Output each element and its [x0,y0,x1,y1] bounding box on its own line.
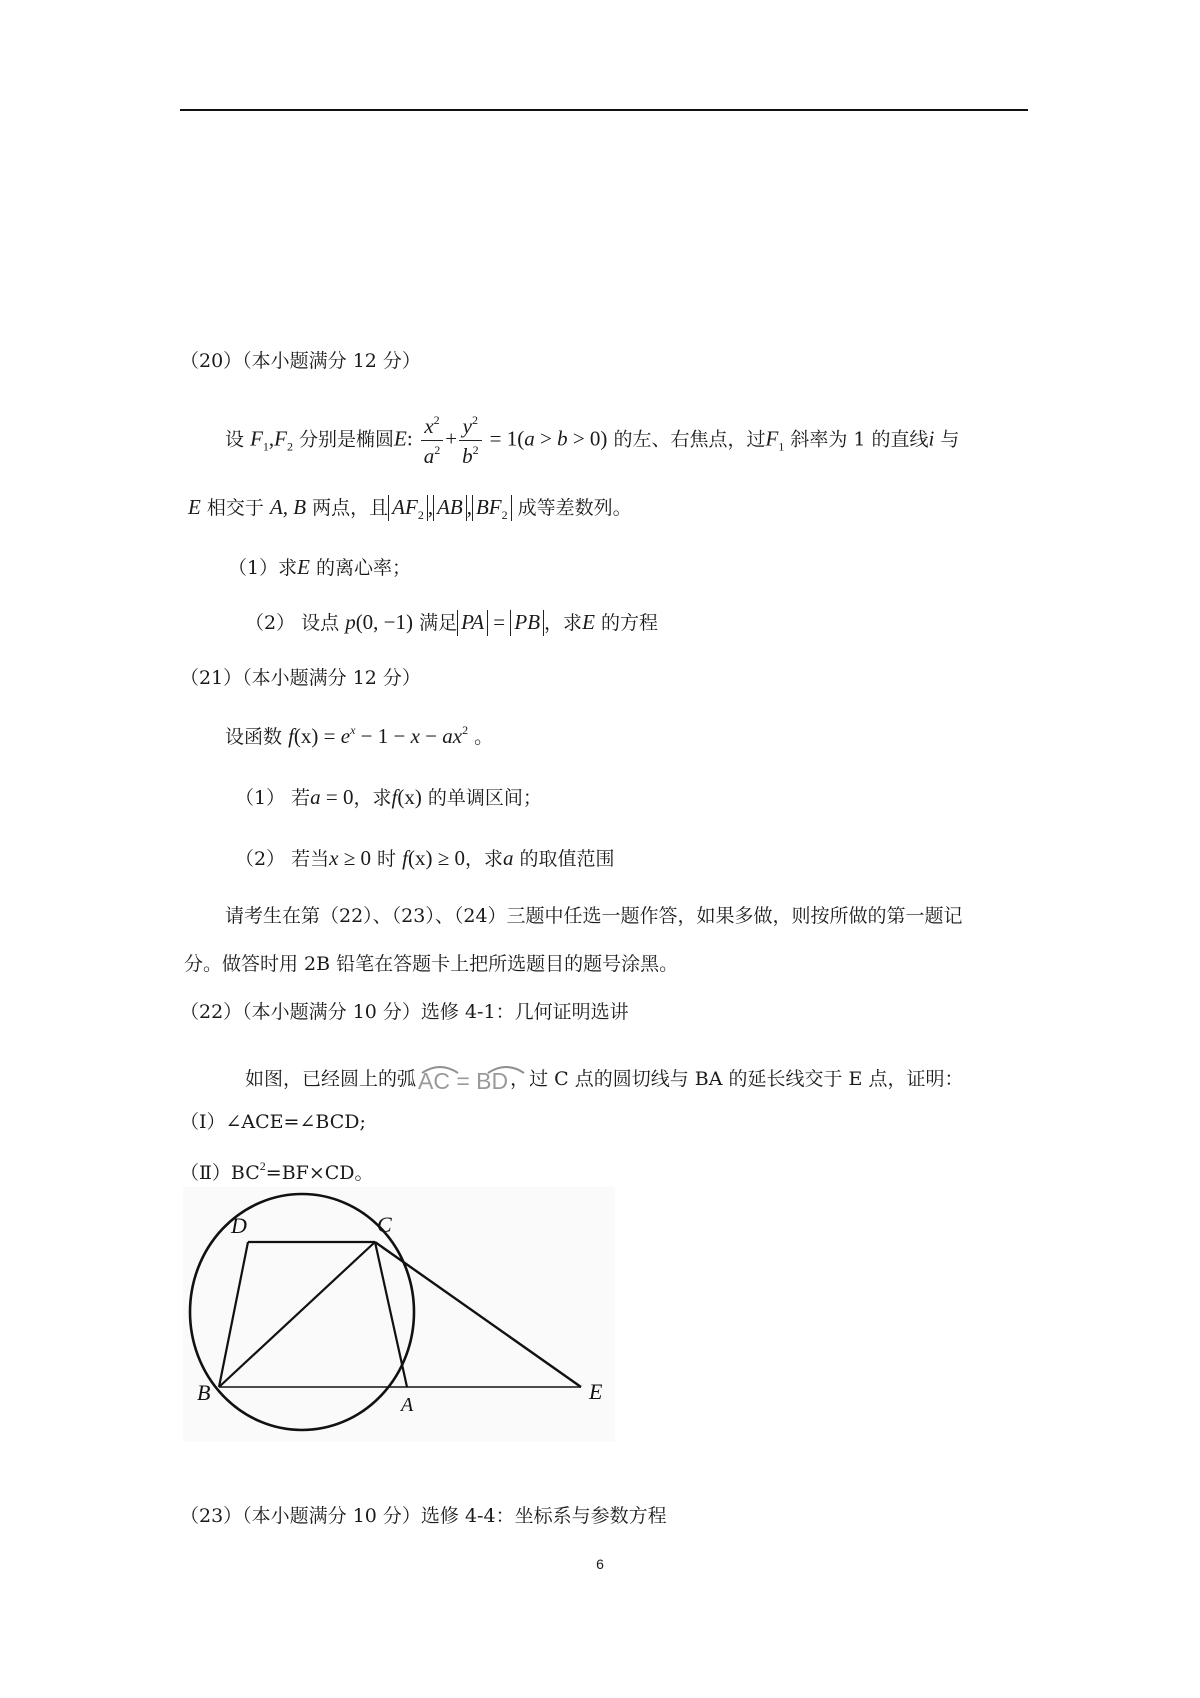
q21-stem: 设函数 $f(x) = e^x - 1 - x - ax^2$ 。 [225,723,494,748]
q20-part1: （1）求E 的离心率； [228,555,411,579]
q21-part2: （2） 若当x ≥ 0 时 f(x) ≥ 0，求a 的取值范围 [235,846,615,870]
label-A: A [401,1394,414,1416]
label-B: B [197,1380,211,1405]
instructions-line2: 分。做答时用 2B 铅笔在答题卡上把所选题目的题号涂黑。 [184,953,679,975]
q22-part1: （Ⅰ）∠ACE=∠BCD; [180,1111,366,1133]
header-rule [180,109,1028,111]
q22-part2: $(Ⅱ)BC^2=BF\times CD$。 [180,1159,374,1184]
q22-stem: 如图，已经圆上的弧 AC = BD ，过 C 点的圆切线与 BA 的延长线交于 E 点，证明： [245,1064,963,1093]
label-C: C [377,1212,392,1237]
q22-header: （22）（本小题满分 10 分）选修 4-1：几何证明选讲 [180,1001,629,1023]
circle-tangent-figure [183,1187,615,1442]
x-over-a-fraction: $\frac{x^2}{a^2}$ [421,414,444,467]
q21-header: （21）（本小题满分 12 分） [180,667,421,689]
instructions-line1: 请考生在第（22）、（23）、（24）三题中任选一题作答，如果多做，则按所做的第一题记 [225,905,963,927]
q23-header: （23）（本小题满分 10 分）选修 4-4：坐标系与参数方程 [180,1505,667,1527]
arc-equality-image: AC = BD [418,1064,508,1093]
q20-stem-line1: 设 $F_1,F_2$ 分别是椭圆E: $\frac{x^2}{a^2}$ + $\frac{y^2}{b^2}$ = 1(a > b > 0) 的左、右焦点，过$F_1$ 斜率为 1 的直线i 与 [225,413,960,468]
figure-background [183,1187,615,1442]
label-E: E [589,1379,603,1404]
y-over-b-fraction: $\frac{y^2}{b^2}$ [459,414,482,467]
q21-part1: （1） 若a = 0，求f(x) 的单调区间； [235,785,542,809]
q20-part2: （2） 设点 p(0, −1) 满足 PA = PB ，求E 的方程 [245,610,658,634]
q20-header: （20）（本小题满分 12 分） [180,350,421,372]
label-D: D [231,1213,247,1238]
q20-stem-line2: E 相交于 A, B 两点，且 $AF_2$ , AB , $BF_2$ 成等差数列。 [188,495,632,522]
page-number: 6 [596,1556,604,1572]
